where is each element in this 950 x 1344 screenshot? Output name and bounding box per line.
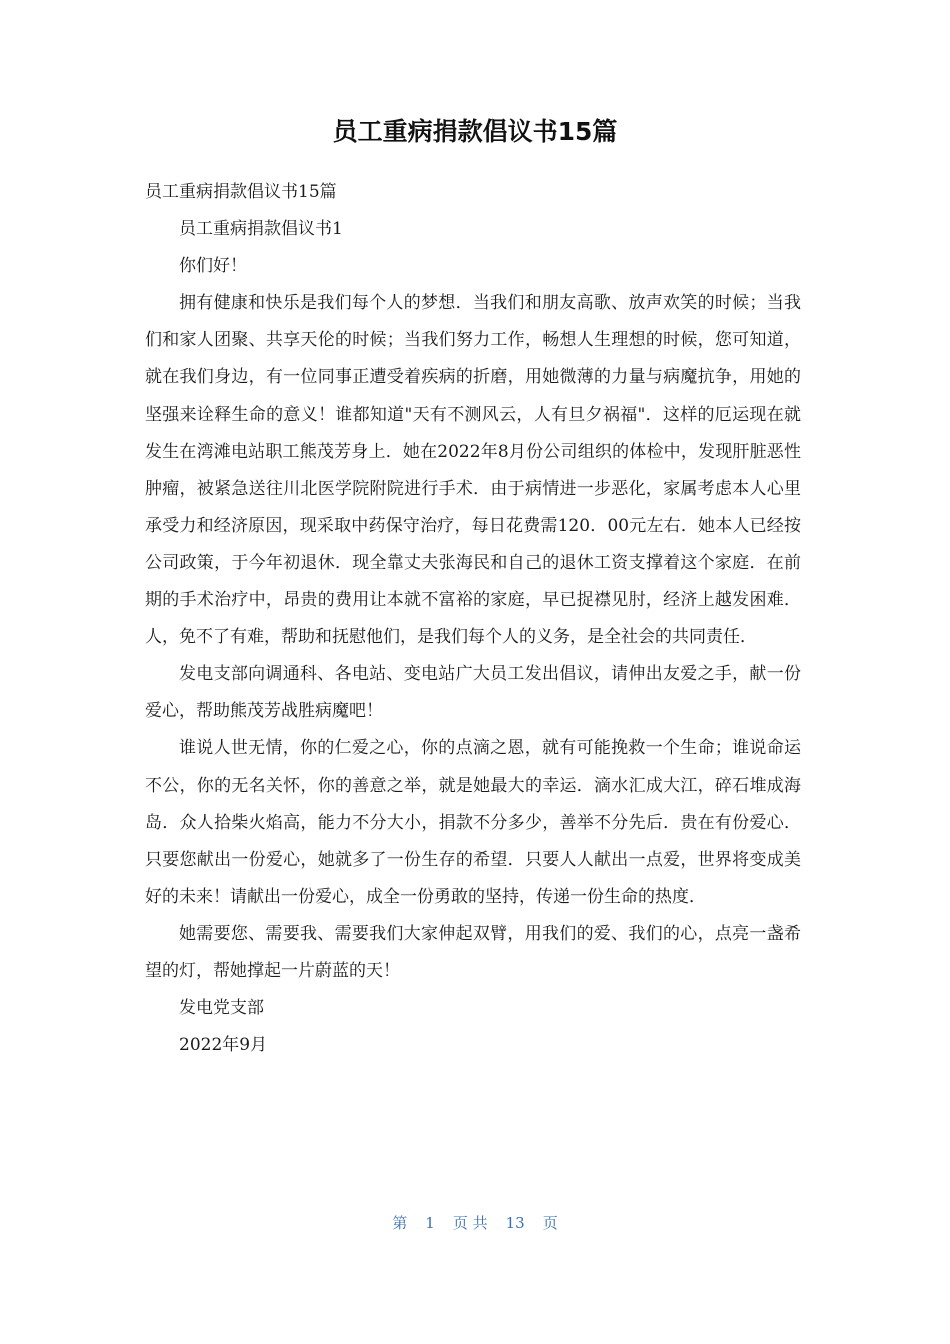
body-paragraph: 谁说人世无情，你的仁爱之心，你的点滴之恩，就有可能挽救一个生命；谁说命运不公，你的无名关怀，你的善意之举，就是她最大的幸运．滴水汇成大江，碎石堆成海岛．众人拾柴火焰高，能力不分大小，捐款不分多少，善举不分先后．贵在有份爱心．只要您献出一份爱心，她就多了一份生存的希望．只要人人献出一点爱，世界将变成美好的未来！请献出一份爱心，成全一份勇敢的坚持，传递一份生命的热度．	[145, 738, 801, 907]
body-paragraph: 拥有健康和快乐是我们每个人的梦想．当我们和朋友高歌、放声欢笑的时候；当我们和家人团聚、共享天伦的时候；当我们努力工作，畅想人生理想的时候，您可知道，就在我们身边，有一位同事正遭受着疾病的折磨，用她微薄的力量与病魔抗争，用她的坚强来诠释生命的意义！谁都知道"天有不测风云，人有旦夕祸福"．这样的厄运现在就发生在湾滩电站职工熊茂芳身上．她在2022年8月份公司组织的体检中，发现肝脏恶性肿瘤，被紧急送往川北医学院附院进行手术．由于病情进一步恶化，家属考虑本人心里承受力和经济原因，现采取中药保守治疗，每日花费需120．00元左右．她本人已经按公司政策，于今年初退休．现全靠丈夫张海民和自己的退休工资支撑着这个家庭．在前期的手术治疗中，昂贵的费用让本就不富裕的家庭，早已捉襟见肘，经济上越发困难．人，免不了有难，帮助和抚慰他们，是我们每个人的义务，是全社会的共同责任．	[145, 293, 801, 648]
body-paragraph-heading: 员工重病捐款倡议书15篇	[145, 182, 337, 202]
body-paragraph-greeting: 你们好！	[179, 256, 247, 277]
footer-page-suffix: 页	[542, 1214, 558, 1232]
body-paragraph: 发电支部向调通科、各电站、变电站广大员工发出倡议，请伸出友爱之手，献一份爱心，帮助熊茂芳战胜病魔吧！	[145, 664, 801, 722]
document-title: 员工重病捐款倡议书15篇	[332, 117, 618, 146]
signature-date: 2022年9月	[179, 1035, 268, 1056]
footer-page-number: 1	[425, 1214, 435, 1232]
document-body	[145, 174, 801, 1064]
footer-page-prefix: 第	[392, 1214, 408, 1232]
signature-organization: 发电党支部	[179, 998, 264, 1019]
footer-page-mid: 页 共	[452, 1214, 488, 1232]
page-footer	[0, 1212, 950, 1234]
body-paragraph: 她需要您、需要我、需要我们大家伸起双臂，用我们的爱、我们的心，点亮一盏希望的灯，帮她撑起一片蔚蓝的天！	[145, 923, 801, 981]
body-paragraph-subtitle: 员工重病捐款倡议书1	[179, 219, 343, 240]
footer-total-pages: 13	[505, 1214, 525, 1232]
